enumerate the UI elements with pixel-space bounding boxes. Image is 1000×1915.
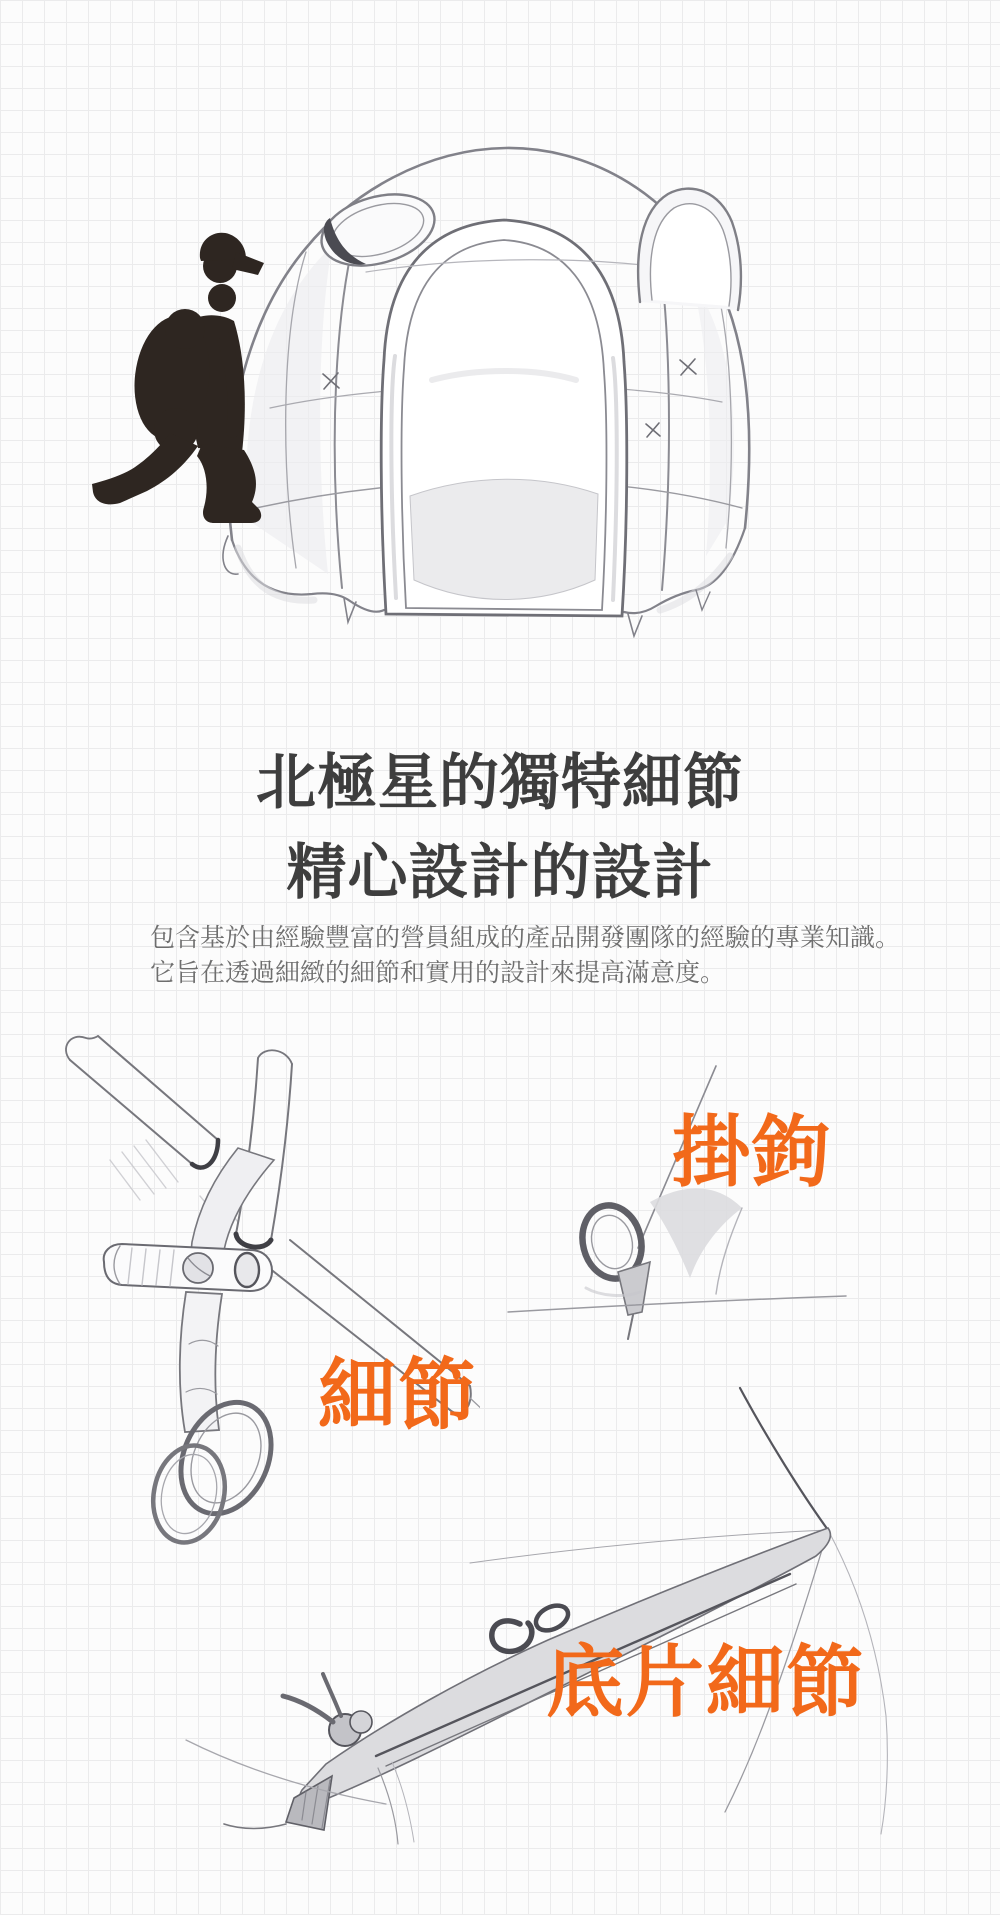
label-base-detail: 底片細節	[546, 1638, 867, 1726]
hiker-silhouette	[92, 233, 264, 523]
section-title	[0, 738, 1000, 918]
base-corner-sketch	[180, 1378, 900, 1848]
description-line2: 它旨在透過細緻的細節和實用的設計來提高滿意度。	[150, 959, 726, 987]
section-description	[150, 921, 950, 991]
section-title-line1: 北極星的獨特細節	[256, 749, 744, 817]
description-line1: 包含基於由經驗豐富的營員組成的產品開發團隊的經驗的專業知識。	[150, 924, 901, 952]
label-hook: 掛鉤	[672, 1108, 833, 1196]
tent-sketch-illustration	[80, 128, 760, 638]
section-title-line2: 精心設計的設計	[286, 839, 714, 907]
label-detail: 細節	[318, 1351, 479, 1439]
